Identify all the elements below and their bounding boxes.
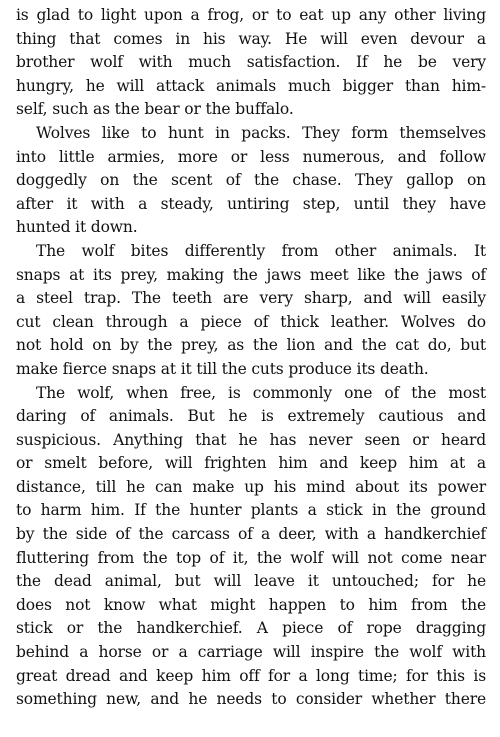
text-line: doggedly on the scent of the chase. They gallop on bbox=[16, 171, 486, 190]
text-line: the dead animal, but will leave it untouched; for he bbox=[16, 572, 486, 591]
text-line: by the side of the carcass of a deer, with a handkerchief bbox=[16, 525, 486, 544]
text-line: snaps at its prey, making the jaws meet like the jaws of bbox=[16, 265, 486, 284]
text-line: is glad to light upon a frog, or to eat up any other living bbox=[16, 6, 486, 24]
text-line: after it with a steady, untiring step, until they have bbox=[16, 194, 486, 213]
text-line: great dread and keep him off for a long time; for this is bbox=[16, 666, 486, 685]
text-line: suspicious. Anything that he has never seen or heard bbox=[16, 430, 486, 449]
text-line: The wolf bites differently from other animals. It bbox=[36, 241, 486, 260]
text-line: not hold on by the prey, as the lion and the cat do, but bbox=[16, 336, 486, 355]
text-line: something new, and he needs to consider whether there bbox=[16, 690, 486, 709]
text-line: to harm him. If the hunter plants a stick in the ground bbox=[16, 501, 486, 520]
text-line: does not know what might happen to him from the bbox=[16, 595, 486, 614]
book-page bbox=[16, 4, 486, 712]
text-line: self, such as the bear or the buffalo. bbox=[16, 100, 294, 119]
text-line: thing that comes in his way. He will even devour a bbox=[16, 29, 486, 48]
text-line: cut clean through a piece of thick leather. Wolves do bbox=[16, 312, 486, 331]
text-line: make fierce snaps at it till the cuts produce its death. bbox=[16, 359, 429, 378]
text-line: daring of animals. But he is extremely cautious and bbox=[16, 407, 486, 426]
text-line: brother wolf with much satisfaction. If he be very bbox=[16, 53, 486, 72]
paragraph-1 bbox=[16, 4, 486, 122]
text-line: hunted it down. bbox=[16, 218, 138, 237]
text-line: fluttering from the top of it, the wolf will not come near bbox=[16, 548, 486, 567]
text-line: distance, till he can make up his mind about its power bbox=[16, 477, 486, 496]
paragraph-3 bbox=[16, 240, 486, 382]
paragraph-2 bbox=[16, 122, 486, 240]
text-line: a steel trap. The teeth are very sharp, and will easily bbox=[16, 289, 486, 308]
text-line: into little armies, more or less numerous, and follow bbox=[16, 147, 486, 166]
text-line: Wolves like to hunt in packs. They form themselves bbox=[36, 123, 486, 142]
text-line: The wolf, when free, is commonly one of the most bbox=[36, 383, 486, 402]
text-line: hungry, he will attack animals much bigger than him- bbox=[16, 76, 486, 95]
text-line: stick or the handkerchief. A piece of rope dragging bbox=[16, 619, 486, 638]
paragraph-4 bbox=[16, 382, 486, 712]
text-line: behind a horse or a carriage will inspire the wolf with bbox=[16, 643, 486, 662]
text-line: or smelt before, will frighten him and keep him at a bbox=[16, 454, 486, 473]
